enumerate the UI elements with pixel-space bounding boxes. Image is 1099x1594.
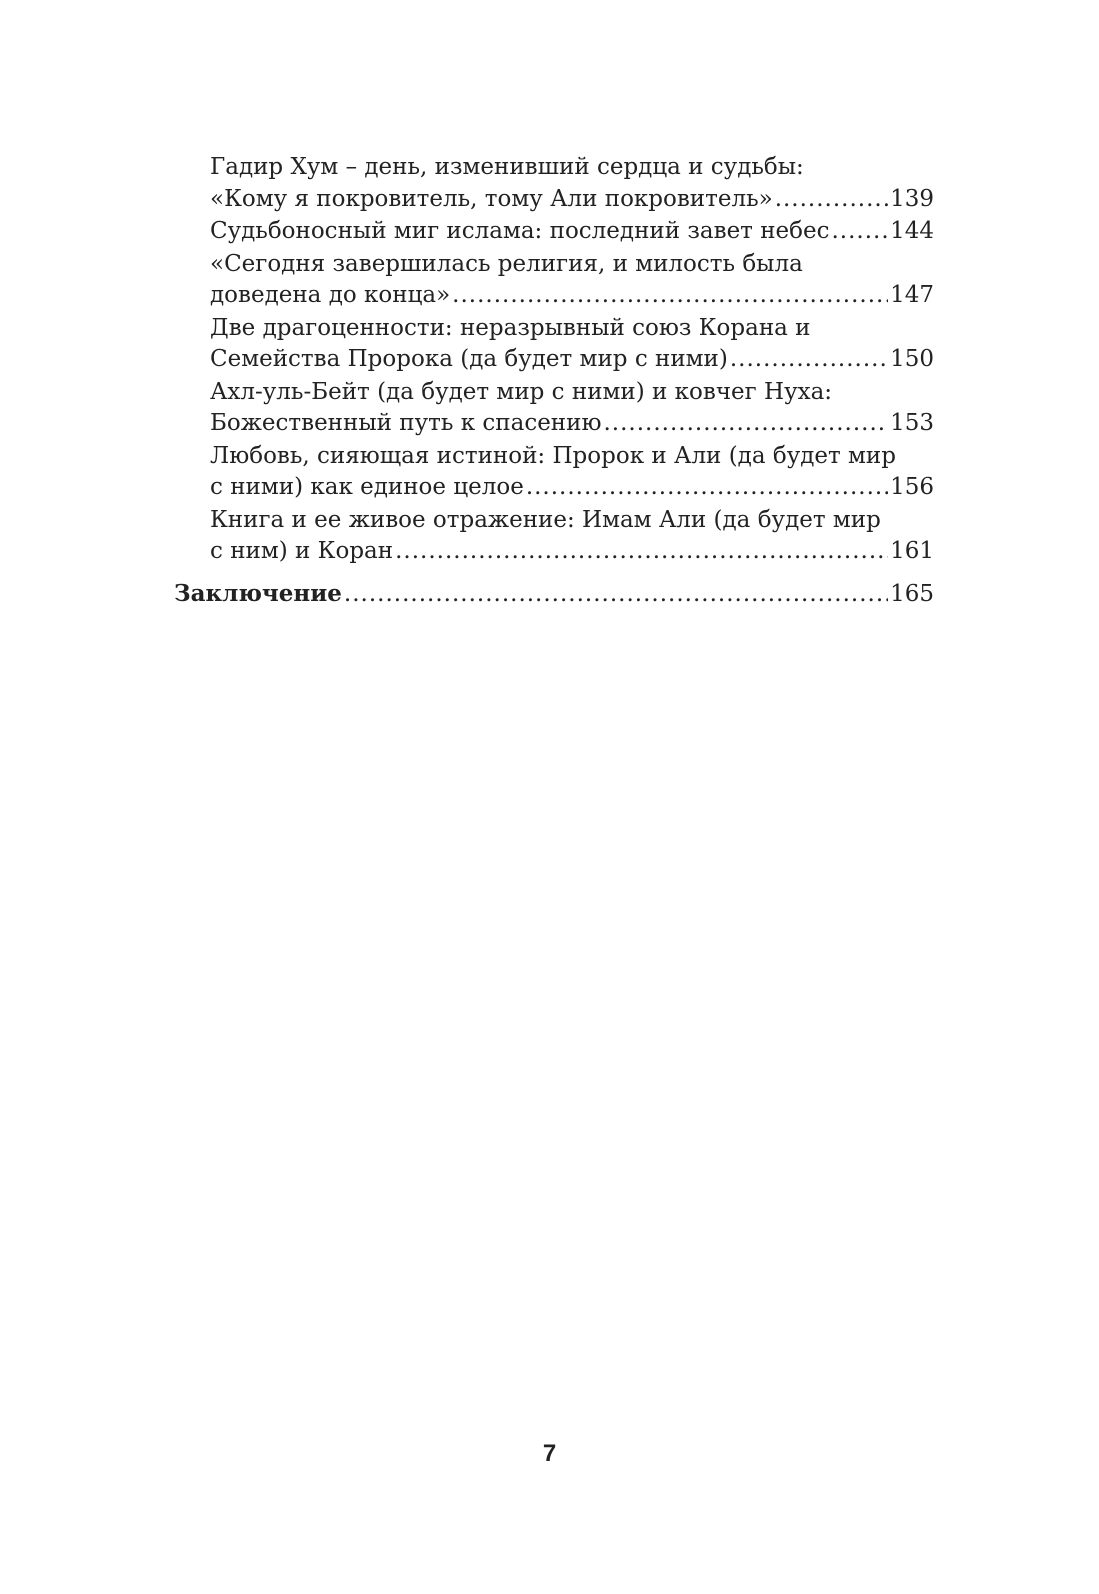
toc-entry-last-line <box>210 472 934 504</box>
toc-entry[interactable] <box>174 313 934 376</box>
page-number: 7 <box>542 1440 557 1467</box>
toc-entry-last-line <box>210 408 934 440</box>
toc-entry-title-line: Любовь, сияющая истиной: Пророк и Али (да будет мир <box>210 442 896 469</box>
toc-entry-title-line: с ним) и Коран <box>210 538 394 564</box>
toc-entry-page: 161 <box>890 538 934 564</box>
toc-entry-title-line: с ними) как единое целое <box>210 474 524 500</box>
toc-entry-title-line: Ахл-уль-Бейт (да будет мир с ними) и ковчег Нуха: <box>210 378 833 405</box>
dot-leader <box>604 408 889 440</box>
toc-entry-page: 147 <box>890 282 934 308</box>
toc-entry-title-line: Гадир Хум – день, изменивший сердца и судьбы: <box>210 154 804 180</box>
toc-entry-page: 139 <box>890 185 934 212</box>
toc-entry[interactable] <box>174 377 934 440</box>
toc-entry-title-line: «Кому я покровитель, тому Али покровитель» <box>210 185 773 212</box>
toc-entry-page: 165 <box>890 580 934 607</box>
toc-entry-page: 150 <box>890 346 934 372</box>
toc-conclusion-label: Заключение <box>174 579 342 607</box>
toc-entry-conclusion[interactable] <box>174 578 934 611</box>
toc-entry-last-line <box>174 578 934 611</box>
toc-entry-title-line: Семейства Пророка (да будет мир с ними) <box>210 346 728 372</box>
toc-entry-title-line: доведена до конца» <box>210 282 451 308</box>
dot-leader <box>832 216 889 248</box>
dot-leader <box>775 184 888 216</box>
toc-entry-last-line <box>210 184 934 216</box>
dot-leader <box>344 579 888 611</box>
toc-entry-page: 144 <box>890 218 934 244</box>
toc-entry-last-line <box>210 536 934 568</box>
toc-entry-page: 153 <box>890 410 934 436</box>
toc-entry[interactable] <box>174 152 934 215</box>
toc-entry-last-line <box>210 280 934 312</box>
toc-entry-title-line: Судьбоносный миг ислама: последний завет небес <box>210 218 830 244</box>
toc-entry-title-line: Две драгоценности: неразрывный союз Корана и <box>210 314 811 341</box>
dot-leader <box>526 472 888 504</box>
toc-entry-last-line <box>210 216 934 248</box>
toc-entry[interactable] <box>174 249 934 312</box>
toc-entry-page: 156 <box>890 474 934 500</box>
toc-entry-title-line: Божественный путь к спасению <box>210 410 602 436</box>
table-of-contents <box>174 152 934 611</box>
dot-leader <box>395 536 888 568</box>
toc-entry-title-line: «Сегодня завершилась религия, и милость была <box>210 250 803 277</box>
toc-entry[interactable] <box>174 441 934 504</box>
toc-entry[interactable] <box>174 505 934 568</box>
dot-leader <box>452 280 888 312</box>
toc-entry-title-line: Книга и ее живое отражение: Имам Али (да будет мир <box>210 506 881 533</box>
dot-leader <box>730 344 888 376</box>
toc-entry[interactable] <box>174 216 934 248</box>
toc-entry-last-line <box>210 344 934 376</box>
